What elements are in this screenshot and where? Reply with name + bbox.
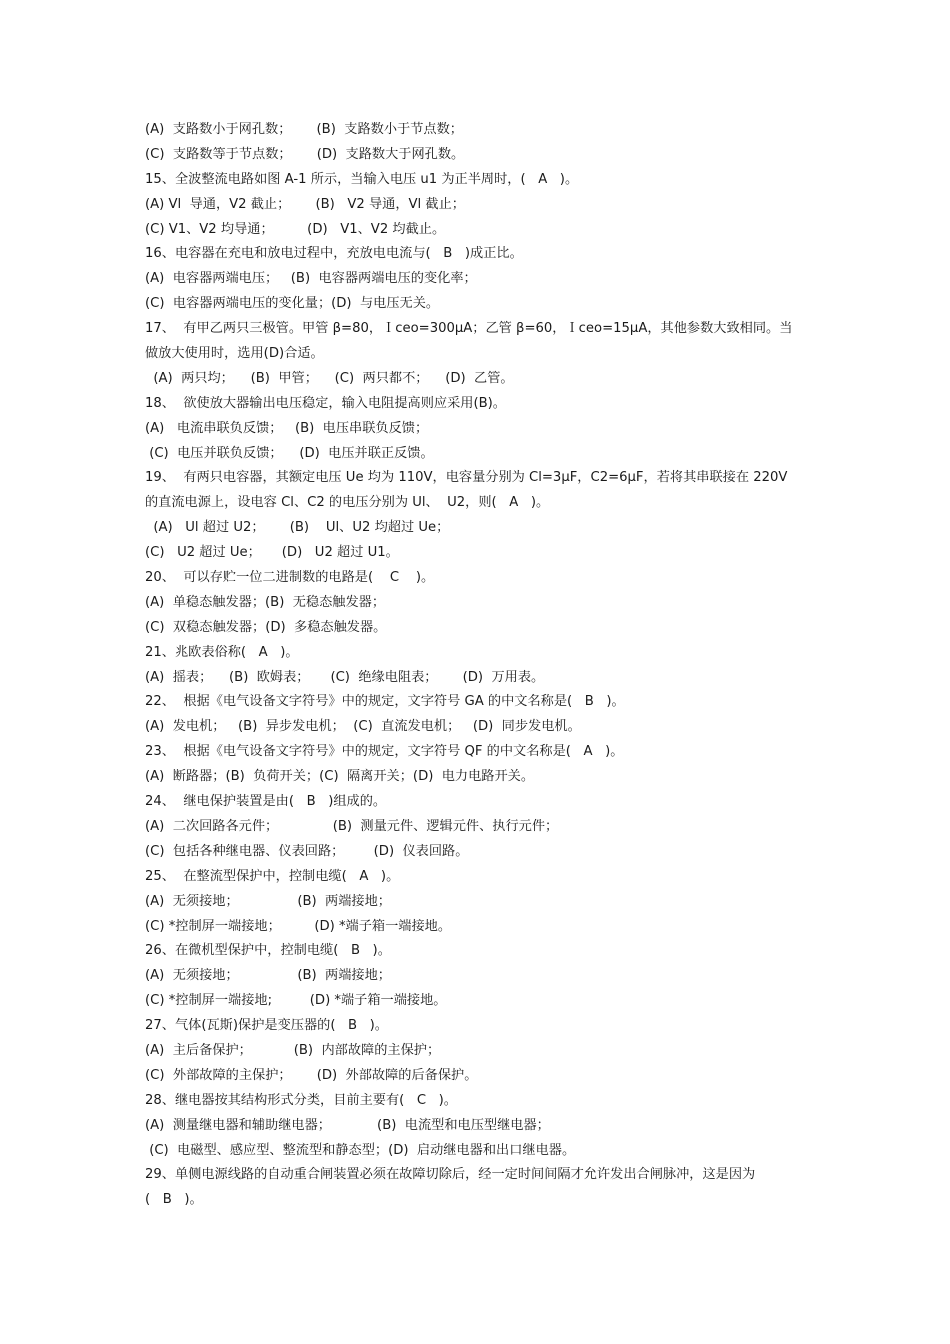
question-17: 17、 有甲乙两只三极管。甲管 β=80，Ｉceo=300μA；乙管 β=60，Ｉceo=15μA，其他参数大致相同。当 <box>145 321 793 337</box>
option-line-q24-ab: (A) 二次回路各元件； (B) 测量元件、逻辑元件、执行元件； <box>145 818 559 834</box>
option-line-q26-ab: (A) 无须接地； (B) 两端接地； <box>145 968 391 984</box>
option-line-q16-cd: (C) 电容器两端电压的变化量；(D) 与电压无关。 <box>145 296 440 312</box>
option-line-q20-cd: (C) 双稳态触发器；(D) 多稳态触发器。 <box>145 619 387 635</box>
question-26: 26、在微机型保护中，控制电缆( B )。 <box>145 943 391 959</box>
option-line-q24-cd: (C) 包括各种继电器、仪表回路； (D) 仪表回路。 <box>145 843 469 859</box>
option-line-q21: (A) 摇表； (B) 欧姆表； (C) 绝缘电阻表； (D) 万用表。 <box>145 669 545 685</box>
question-16: 16、电容器在充电和放电过程中，充放电电流与( B )成正比。 <box>145 246 523 262</box>
question-15: 15、全波整流电路如图 A-1 所示，当输入电压 u1 为正半周时，( A )。 <box>145 171 579 187</box>
option-line-q19-cd: (C) U2 超过 Ue； (D) U2 超过 U1。 <box>145 545 399 561</box>
option-line-q25-cd: (C) *控制屏一端接地； (D) *端子箱一端接地。 <box>145 918 452 934</box>
question-27: 27、气体(瓦斯)保护是变压器的( B )。 <box>145 1018 388 1034</box>
question-25: 25、 在整流型保护中，控制电缆( A )。 <box>145 868 400 884</box>
option-line-q19-ab: (A) Ul 超过 U2； (B) Ul、U2 均超过 Ue； <box>145 520 450 536</box>
option-line-q27-cd: (C) 外部故障的主保护； (D) 外部故障的后备保护。 <box>145 1067 478 1083</box>
question-19-cont: 的直流电源上，设电容 Cl、C2 的电压分别为 Ul、 U2，则( A )。 <box>145 495 550 511</box>
question-19: 19、 有两只电容器，其额定电压 Ue 均为 110V，电容量分别为 Cl=3μF，C2=6μF，若将其串联接在 220V <box>145 470 788 486</box>
option-line-q28-ab: (A) 测量继电器和辅助继电器； (B) 电流型和电压型继电器； <box>145 1117 550 1133</box>
option-line-q20-ab: (A) 单稳态触发器；(B) 无稳态触发器； <box>145 594 386 610</box>
option-line-q23: (A) 断路器；(B) 负荷开关；(C) 隔离开关；(D) 电力电路开关。 <box>145 769 535 785</box>
question-18: 18、 欲使放大器输出电压稳定，输入电阻提高则应采用(B)。 <box>145 395 506 411</box>
option-line-q18-ab: (A) 电流串联负反馈； (B) 电压串联负反馈； <box>145 420 429 436</box>
option-line-q18-cd: (C) 电压并联负反馈； (D) 电压并联正反馈。 <box>145 445 434 461</box>
question-17-cont: 做放大使用时，选用(D)合适。 <box>145 346 324 362</box>
option-line-q28-cd: (C) 电磁型、感应型、整流型和静态型；(D) 启动继电器和出口继电器。 <box>145 1142 576 1158</box>
option-line-q25-ab: (A) 无须接地； (B) 两端接地； <box>145 893 391 909</box>
question-24: 24、 继电保护装置是由( B )组成的。 <box>145 794 387 810</box>
option-line-q26-cd: (C) *控制屏一端接地; (D) *端子箱一端接地。 <box>145 993 447 1009</box>
option-line-q27-ab: (A) 主后备保护； (B) 内部故障的主保护； <box>145 1042 441 1058</box>
option-line-q14-ab: (A) 支路数小于网孔数； (B) 支路数小于节点数； <box>145 122 463 137</box>
option-line-q15-ab: (A) Vl 导通，V2 截止； (B) V2 导通，Vl 截止； <box>145 196 465 212</box>
option-line-q15-cd: (C) V1、V2 均导通； (D) V1、V2 均截止。 <box>145 221 446 237</box>
question-29-cont: ( B )。 <box>145 1192 203 1208</box>
option-line-q14-cd: (C) 支路数等于节点数； (D) 支路数大于网孔数。 <box>145 146 465 162</box>
option-line-q17: (A) 两只均； (B) 甲管； (C) 两只都不； (D) 乙管。 <box>145 370 514 386</box>
question-28: 28、继电器按其结构形式分类，目前主要有( C )。 <box>145 1092 457 1108</box>
question-22: 22、 根据《电气设备文字符号》中的规定，文字符号 GA 的中文名称是( B )。 <box>145 694 625 710</box>
option-line-q16-ab: (A) 电容器两端电压； (B) 电容器两端电压的变化率； <box>145 271 477 287</box>
document-page <box>145 118 815 1213</box>
option-line-q22: (A) 发电机； (B) 异步发电机； (C) 直流发电机； (D) 同步发电机。 <box>145 719 581 735</box>
question-29: 29、单侧电源线路的自动重合闸装置必须在故障切除后，经一定时间间隔才允许发出合闸脉冲，这是因为 <box>145 1167 756 1183</box>
question-23: 23、 根据《电气设备文字符号》中的规定，文字符号 QF 的中文名称是( A )。 <box>145 744 624 760</box>
question-20: 20、 可以存贮一位二进制数的电路是( C )。 <box>145 570 435 586</box>
question-21: 21、兆欧表俗称( A )。 <box>145 644 299 660</box>
